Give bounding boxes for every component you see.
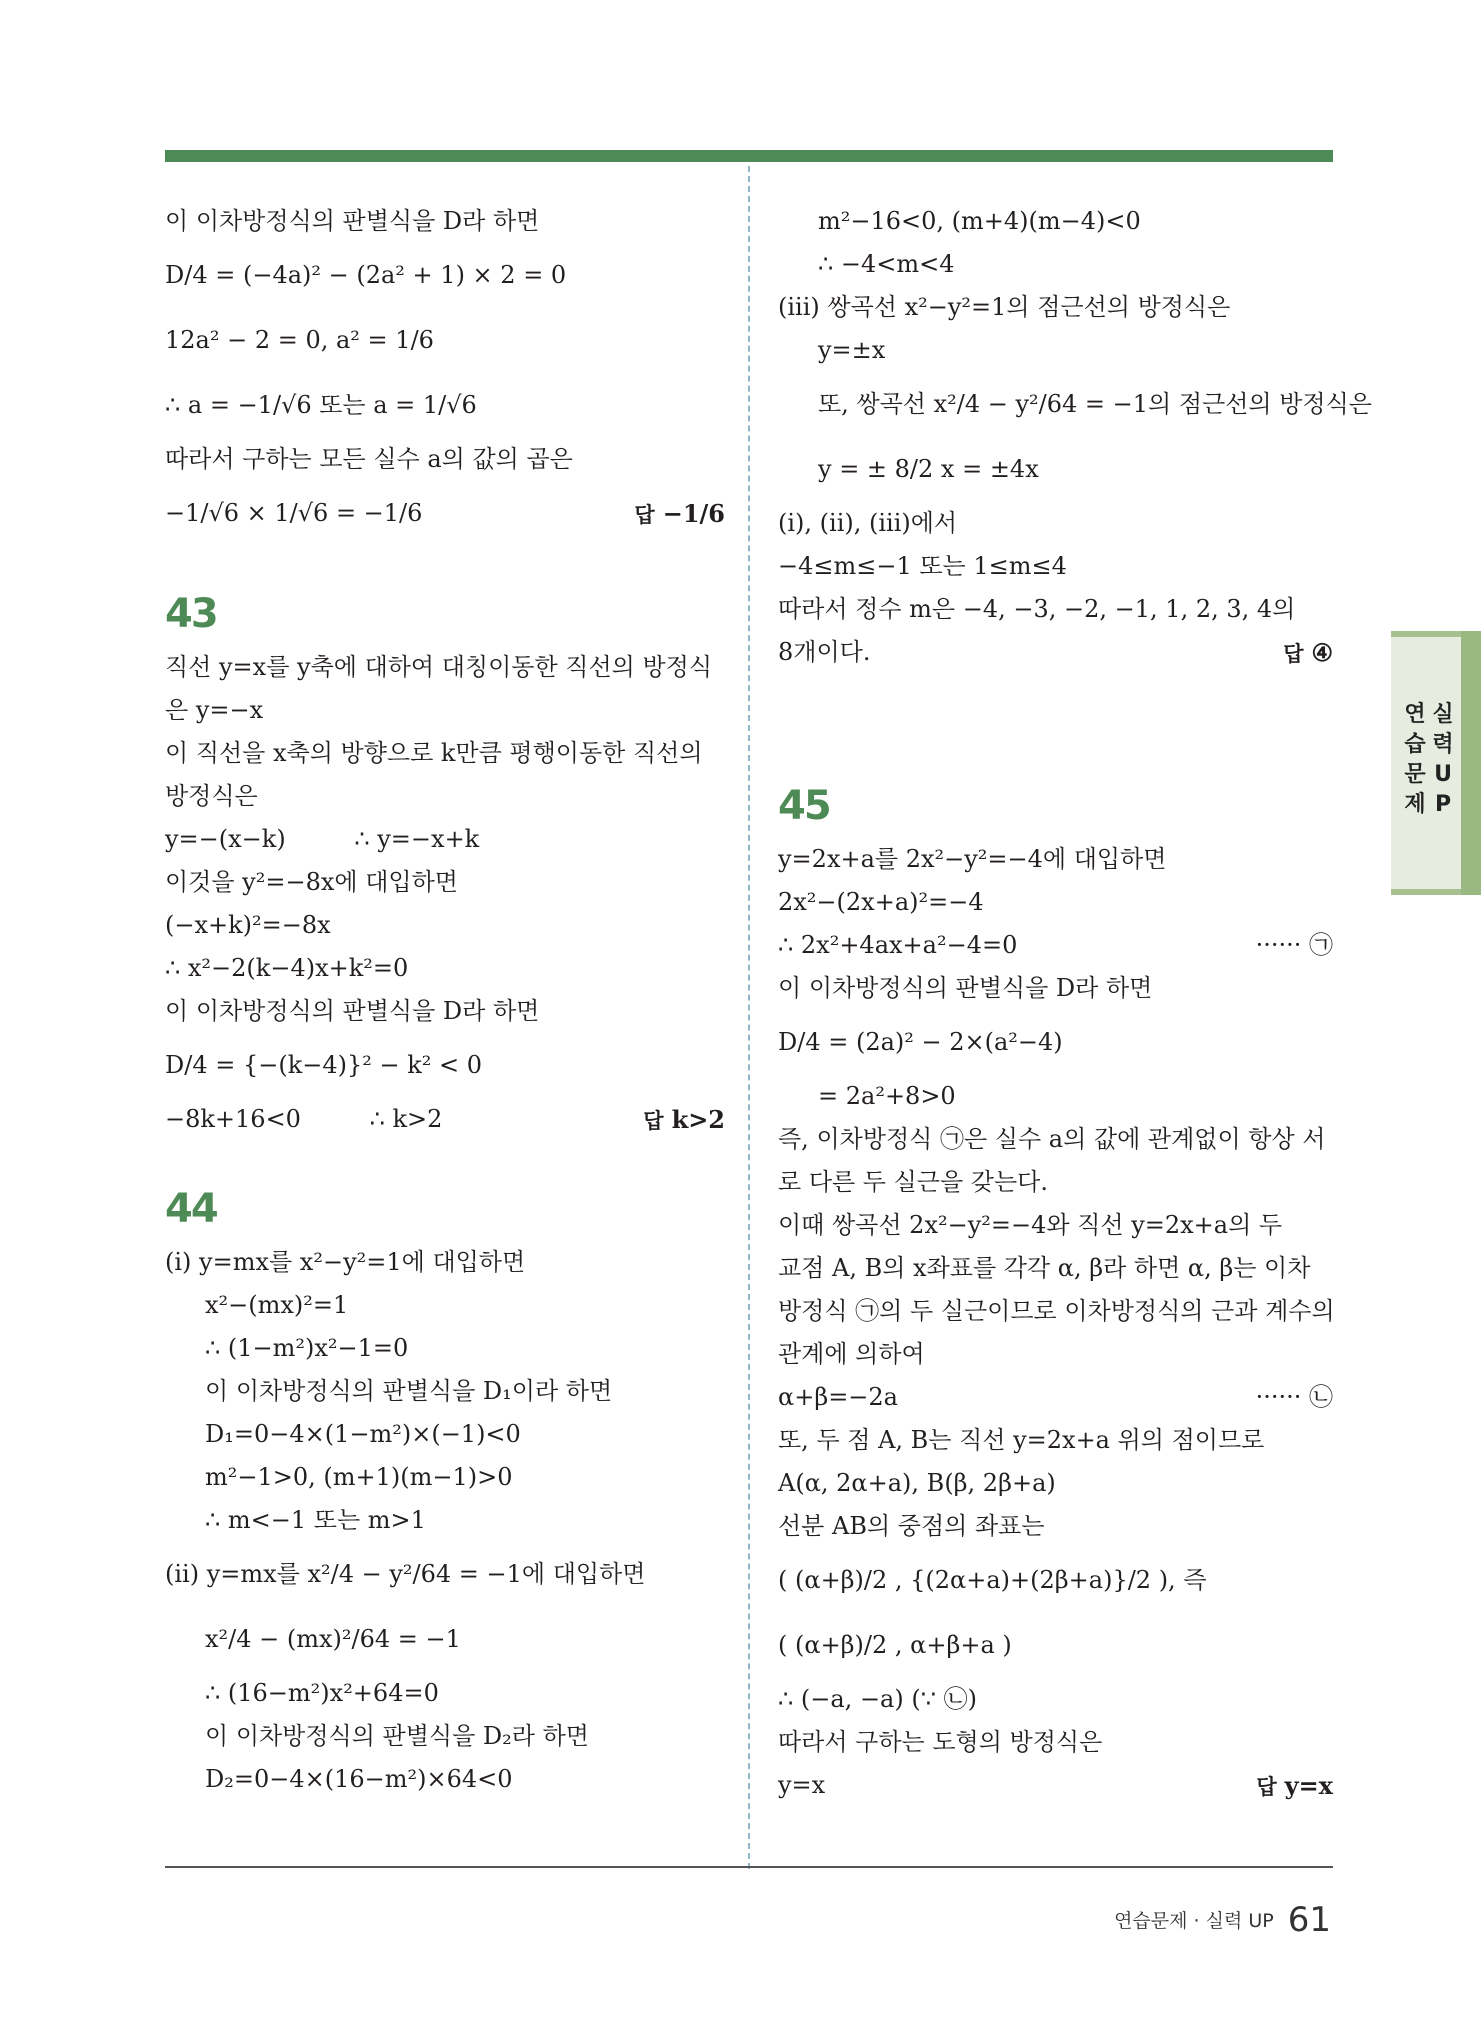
problem-number-43: 43 [165,591,217,637]
side-tab-edge [1461,631,1481,895]
text-line: (i), (ii), (iii)에서 [778,509,958,537]
equation-line: D₁=0−4×(1−m²)×(−1)<0 [205,1420,521,1448]
answer [1283,631,1333,676]
answer-value: k>2 [671,1105,725,1134]
equation-line: D/4 = (2a)² − 2×(a²−4) [778,1028,1063,1056]
side-tab-char: 문 [1404,762,1426,787]
text: 8개이다. [778,638,871,666]
side-tab-char: 습 [1404,732,1426,757]
text-line [778,631,1333,674]
equation-line: 2x²−(2x+a)²=−4 [778,888,984,916]
equation-line: 12a² − 2 = 0, a² = 1/6 [165,326,434,354]
equation-line: = 2a²+8>0 [818,1082,956,1110]
equation: y=x [778,1771,826,1799]
text-line: y=2x+a를 2x²−y²=−4에 대입하면 [778,845,1167,873]
text-line: (i) y=mx를 x²−y²=1에 대입하면 [165,1248,526,1276]
equation-line: ∴ (−a, −a) (∵ ㉡) [778,1685,977,1713]
equation-line: x²−(mx)²=1 [205,1291,349,1319]
text-line: 또, 쌍곡선 x²/4 − y²/64 = −1의 점근선의 방정식은 [818,390,1372,418]
text-line: 방정식은 [165,782,258,810]
equation: α+β=−2a [778,1383,898,1411]
text-line: 직선 y=x를 y축에 대하여 대칭이동한 직선의 방정식 [165,653,713,681]
equation-line: (−x+k)²=−8x [165,911,331,939]
equation-line [778,924,1333,967]
equation-mark: ······ ㉡ [1255,1383,1333,1411]
side-tab-char: 연 [1404,702,1426,727]
text-line: 이 이차방정식의 판별식을 D라 하면 [778,974,1153,1002]
side-tab-char: 제 [1404,792,1426,817]
text-line: 이때 쌍곡선 2x²−y²=−4와 직선 y=2x+a의 두 [778,1211,1283,1239]
text-line: 관계에 의하여 [778,1340,925,1368]
right-column [778,200,1372,1807]
text-line: 은 y=−x [165,696,264,724]
left-column [165,200,725,1801]
text-line: 또, 두 점 A, B는 직선 y=2x+a 위의 점이므로 [778,1426,1265,1454]
side-tab-char: U [1434,762,1452,787]
equation-line: A(α, 2α+a), B(β, 2β+a) [778,1469,1056,1497]
text-line: 선분 AB의 중점의 좌표는 [778,1512,1045,1540]
answer [1256,1764,1333,1809]
text-line: 따라서 구하는 도형의 방정식은 [778,1728,1103,1756]
equation-line: y=±x [818,336,886,364]
text-line: (ii) y=mx를 x²/4 − y²/64 = −1에 대입하면 [165,1560,646,1588]
equation-line: D/4 = {−(k−4)}² − k² < 0 [165,1051,483,1079]
text-line: 이것을 y²=−8x에 대입하면 [165,868,458,896]
equation-line [165,1098,725,1141]
answer-label: 답 [1283,642,1304,666]
equation: ∴ 2x²+4ax+a²−4=0 [778,931,1018,959]
text-line: 이 직선을 x축의 방향으로 k만큼 평행이동한 직선의 [165,739,703,767]
text-line: 따라서 정수 m은 −4, −3, −2, −1, 1, 2, 3, 4의 [778,595,1296,623]
text-line: (iii) 쌍곡선 x²−y²=1의 점근선의 방정식은 [778,293,1231,321]
equation-line: D₂=0−4×(16−m²)×64<0 [205,1765,513,1793]
equation-line: ( (α+β)/2 , {(2α+a)+(2β+a)}/2 ), 즉 [778,1566,1207,1594]
equation-line: m²−1>0, (m+1)(m−1)>0 [205,1463,513,1491]
text-line: 교점 A, B의 x좌표를 각각 α, β라 하면 α, β는 이차 [778,1254,1311,1282]
equation-line: D/4 = (−4a)² − (2a² + 1) × 2 = 0 [165,261,567,289]
top-accent-bar [165,150,1333,162]
column-divider [748,166,750,1869]
side-tab-char: P [1434,792,1452,817]
answer-label: 답 [1256,1775,1277,1799]
text-line: 이 이차방정식의 판별식을 D₁이라 하면 [205,1377,613,1405]
equation-line: ∴ (16−m²)x²+64=0 [205,1679,439,1707]
equation-line: y = ± 8/2 x = ±4x [818,455,1039,483]
equation-line: m²−16<0, (m+4)(m−4)<0 [818,207,1141,235]
answer [643,1098,725,1143]
equation-line: ∴ x²−2(k−4)x+k²=0 [165,954,409,982]
equation-mark: ······ ㉠ [1255,931,1333,959]
equation-line: ∴ a = −1/√6 또는 a = 1/√6 [165,391,477,419]
equation: −8k+16<0 ∴ k>2 [165,1105,443,1133]
problem-number-45: 45 [778,783,830,829]
answer-value: y=x [1284,1771,1333,1800]
answer-value: −1/6 [662,499,725,528]
text-line: 따라서 구하는 모든 실수 a의 값의 곱은 [165,445,573,473]
equation-line: ∴ m<−1 또는 m>1 [205,1506,426,1534]
side-tab-char: 실 [1432,702,1454,727]
equation: −1/√6 × 1/√6 = −1/6 [165,499,423,527]
equation-line: x²/4 − (mx)²/64 = −1 [205,1625,461,1653]
answer [634,481,725,548]
problem-number-44: 44 [165,1186,217,1232]
text-line: 즉, 이차방정식 ㉠은 실수 a의 값에 관계없이 항상 서 [778,1125,1326,1153]
equation-line: ∴ −4<m<4 [818,250,955,278]
equation-line: y=−(x−k) ∴ y=−x+k [165,825,480,853]
equation-line: ( (α+β)/2 , α+β+a ) [778,1631,1012,1659]
side-tab-char: 력 [1432,732,1454,757]
text-line: 이 이차방정식의 판별식을 D라 하면 [165,207,540,235]
text-line: 이 이차방정식의 판별식을 D라 하면 [165,997,540,1025]
text-line: 방정식 ㉠의 두 실근이므로 이차방정식의 근과 계수의 [778,1297,1335,1325]
equation-line [778,1764,1333,1807]
text-line: 이 이차방정식의 판별식을 D₂라 하면 [205,1722,589,1750]
answer-value: ④ [1311,638,1333,667]
page-number: 61 [1287,1900,1331,1940]
text-line: 로 다른 두 실근을 갖는다. [778,1168,1048,1196]
answer-label: 답 [643,1109,664,1133]
page-footer [1114,1900,1331,1940]
equation-line: −4≤m≤−1 또는 1≤m≤4 [778,552,1067,580]
bottom-rule [165,1866,1333,1868]
footer-section-label: 연습문제 · 실력 UP [1114,1910,1274,1932]
answer-label: 답 [634,503,655,527]
equation-line [165,481,725,546]
equation-line [778,1376,1333,1419]
equation-line: ∴ (1−m²)x²−1=0 [205,1334,409,1362]
